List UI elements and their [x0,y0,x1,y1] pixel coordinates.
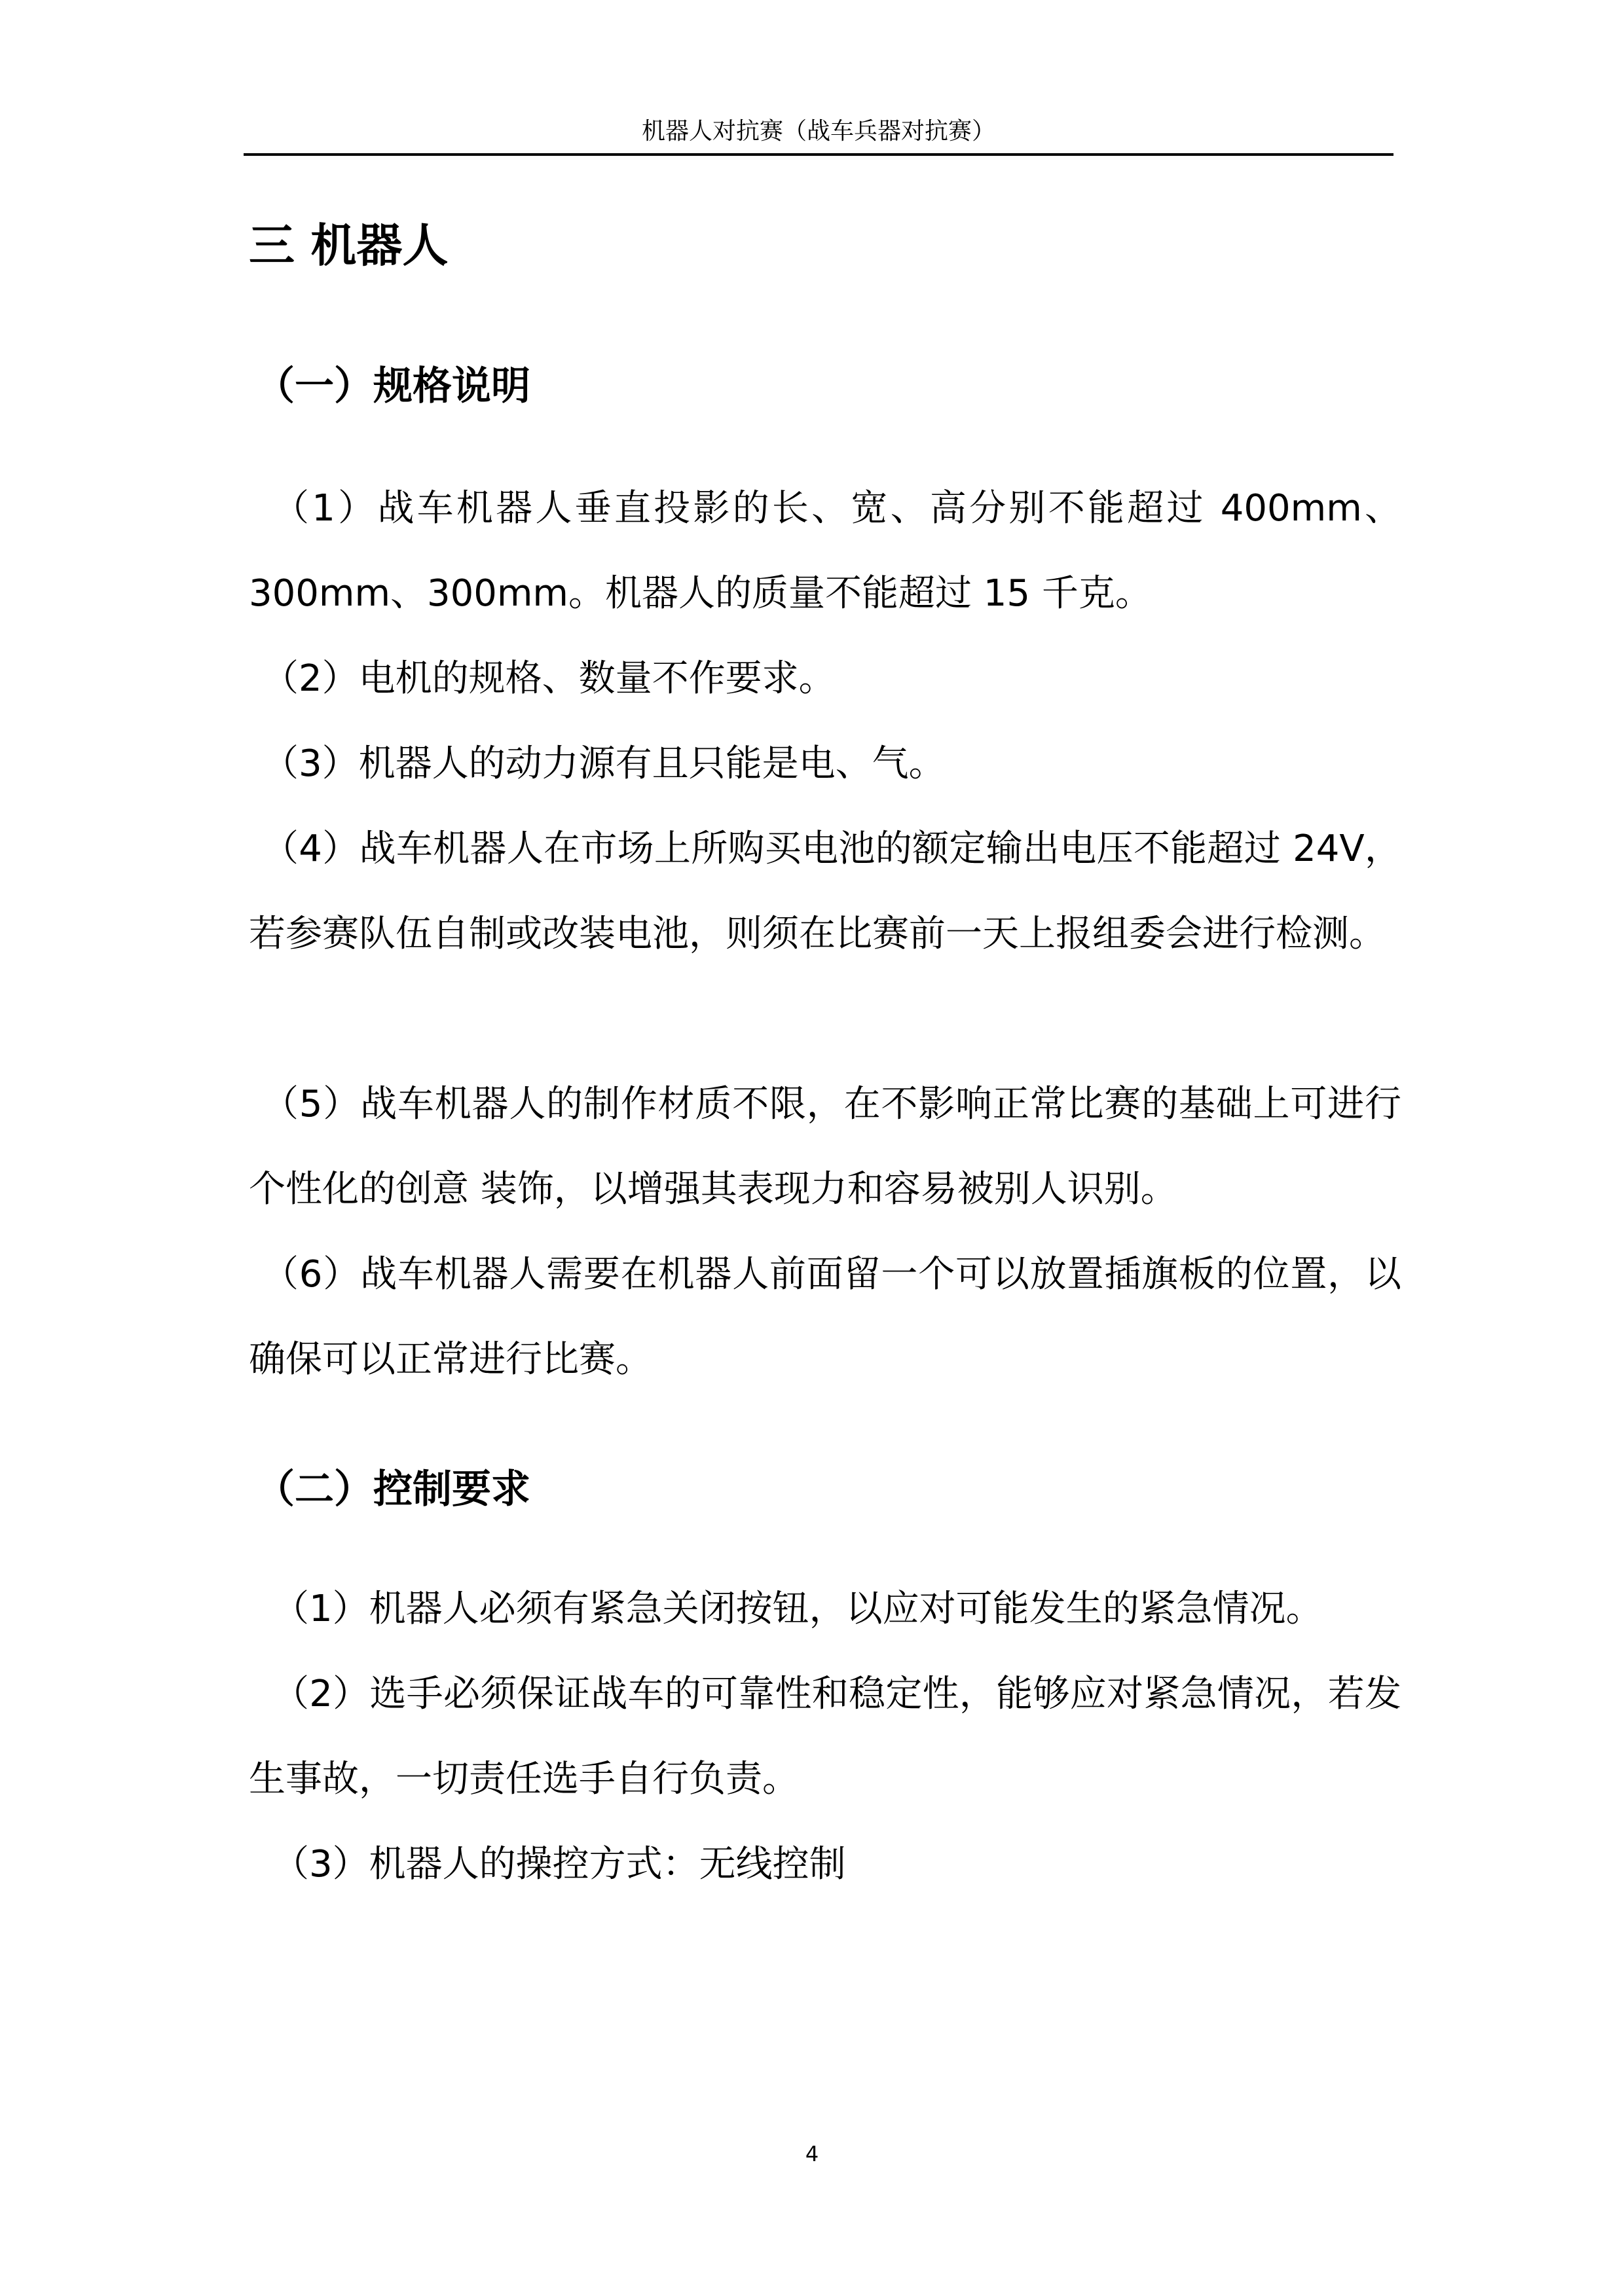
control-paragraph-2: （2）选手必须保证战车的可靠性和稳定性，能够应对紧急情况，若发生事故，一切责任选手自行负责。 [249,1673,1401,1800]
section-title-control: （二）控制要求 [255,1467,530,1512]
section-title-specifications: （一）规格说明 [255,363,530,409]
running-header: 机器人对抗赛（战车兵器对抗赛） [244,110,1393,156]
spec-paragraph-6: （6）战车机器人需要在机器人前面留一个可以放置插旗板的位置，以确保可以正常进行比赛。 [249,1253,1401,1381]
spec-paragraph-3: （3）机器人的动力源有且只能是电、气。 [262,742,946,785]
control-paragraph-1: （1）机器人必须有紧急关闭按钮，以应对可能发生的紧急情况。 [272,1588,1323,1630]
page-number: 4 [805,2141,819,2166]
chapter-title: 三 机器人 [249,219,449,272]
spec-paragraph-1: （1）战车机器人垂直投影的长、宽、高分别不能超过 400mm、300mm、300mm。机器人的质量不能超过 15 千克。 [249,487,1401,615]
control-paragraph-3: （3）机器人的操控方式：无线控制 [272,1843,846,1886]
spec-paragraph-2: （2）电机的规格、数量不作要求。 [262,657,836,700]
spec-paragraph-4: （4）战车机器人在市场上所购买电池的额定输出电压不能超过 24V，若参赛队伍自制或改装电池，则须在比赛前一天上报组委会进行检测。 [249,828,1401,955]
spec-paragraph-5: （5）战车机器人的制作材质不限，在不影响正常比赛的基础上可进行个性化的创意 装饰，以增强其表现力和容易被别人识别。 [249,1083,1401,1211]
